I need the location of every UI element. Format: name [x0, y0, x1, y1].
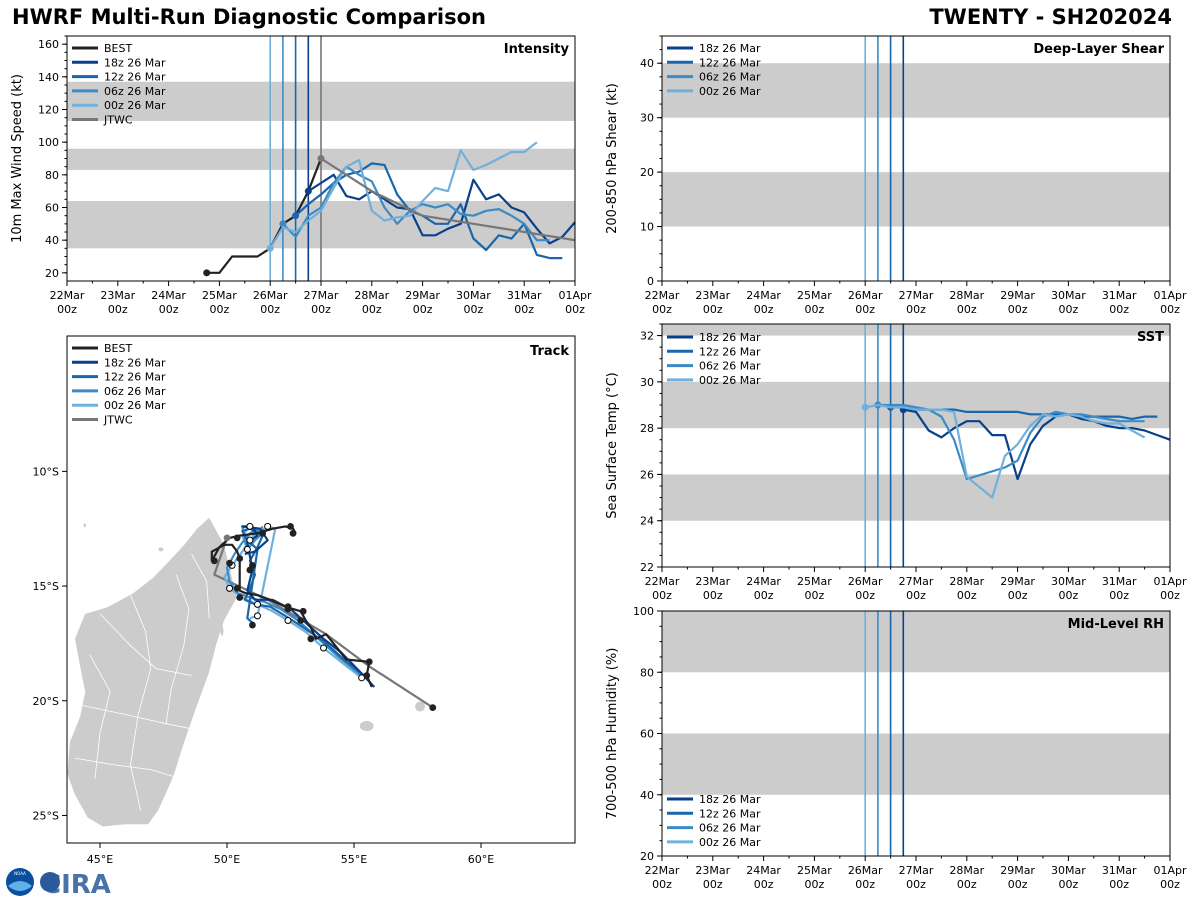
sst-xtick-label: 30Mar [1051, 575, 1086, 588]
shear-title: Deep-Layer Shear [1033, 42, 1164, 57]
shear-xtick-label: 00z [956, 303, 977, 316]
rh-xtick-label: 23Mar [695, 864, 731, 877]
shear-ytick-label: 20 [640, 166, 654, 180]
track-legend-label: JTWC [104, 413, 133, 427]
intensity-xtick-label: 28Mar [354, 289, 390, 302]
track-marker-best [234, 585, 241, 592]
sst-legend-label: 18z 26 Mar [699, 331, 761, 344]
shear-ytick-label: 0 [647, 275, 654, 288]
cira-logo-text: CIRA [42, 870, 111, 898]
intensity-ytick-label: 100 [38, 136, 59, 150]
sst-xtick-label: 01Apr [1153, 575, 1187, 588]
islet [158, 547, 163, 551]
sst-xtick-label: 00z [1160, 589, 1180, 602]
intensity-xtick-label: 00z [412, 303, 433, 316]
intensity-ytick-label: 40 [45, 234, 59, 248]
intensity-xtick-label: 00z [311, 303, 331, 316]
sst-xtick-label: 00z [956, 589, 977, 602]
rh-xtick-label: 25Mar [797, 864, 832, 877]
shear-xtick-label: 00z [702, 303, 723, 316]
intensity-xtick-label: 00z [463, 303, 484, 316]
rh-xtick-label: 26Mar [847, 864, 883, 877]
track-marker-jtwc [429, 704, 436, 711]
sst-ytick-label: 28 [640, 422, 654, 436]
rh-xtick-label: 00z [702, 878, 723, 891]
sst-ytick-label: 30 [640, 375, 654, 389]
mauritius-island [415, 702, 425, 712]
intensity-ylabel: 10m Max Wind Speed (kt) [10, 74, 25, 243]
intensity-xtick-label: 23Mar [100, 289, 136, 302]
page-title: HWRF Multi-Run Diagnostic Comparison [12, 5, 487, 29]
storm-title: TWENTY - SH202024 [929, 5, 1172, 29]
intensity-legend-label: 18z 26 Mar [104, 56, 166, 70]
shear-xtick-label: 00z [804, 303, 825, 316]
track-marker-forecast [321, 645, 327, 651]
intensity-xtick-label: 01Apr [558, 289, 592, 302]
sst-xtick-label: 24Mar [746, 575, 781, 588]
rh-xtick-label: 27Mar [898, 864, 934, 877]
shear-band [662, 172, 1170, 226]
sst-xtick-label: 23Mar [695, 575, 731, 588]
sst-band [662, 474, 1170, 520]
shear-xtick-label: 01Apr [1153, 289, 1187, 302]
track-panel [33, 336, 575, 866]
shear-xtick-label: 00z [753, 303, 774, 316]
intensity-xtick-label: 00z [57, 303, 77, 316]
sst-series-start-r00 [862, 404, 869, 411]
shear-xtick-label: 00z [1160, 303, 1180, 316]
shear-legend-label: 12z 26 Mar [699, 56, 761, 70]
rh-legend-label: 06z 26 Mar [699, 821, 761, 835]
shear-xtick-label: 26Mar [847, 289, 883, 302]
shear-xtick-label: 22Mar [644, 289, 680, 302]
rh-xtick-label: 28Mar [949, 864, 985, 877]
intensity-xtick-label: 00z [514, 303, 535, 316]
shear-xtick-label: 00z [1058, 303, 1079, 316]
intensity-legend-label: JTWC [104, 113, 133, 127]
intensity-xtick-label: 22Mar [49, 289, 85, 302]
shear-xtick-label: 00z [652, 303, 672, 316]
reunion-island [360, 721, 374, 731]
track-marker-best [307, 635, 314, 642]
intensity-ytick-label: 120 [38, 103, 59, 117]
noaa-label: NOAA [14, 871, 26, 876]
shear-xtick-label: 23Mar [695, 289, 731, 302]
sst-xtick-label: 00z [1058, 589, 1079, 602]
track-marker-jtwc [224, 534, 231, 541]
rh-ytick-label: 20 [640, 850, 654, 863]
track-marker-best [211, 557, 218, 564]
shear-legend-label: 00z 26 Mar [699, 84, 761, 98]
track-marker-forecast [247, 537, 253, 543]
rh-xtick-label: 00z [956, 878, 977, 891]
rh-xtick-label: 22Mar [644, 864, 680, 877]
rh-xtick-label: 29Mar [1000, 864, 1035, 877]
rh-xtick-label: 00z [1058, 878, 1079, 891]
shear-xtick-label: 29Mar [1000, 289, 1035, 302]
track-legend-label: 00z 26 Mar [104, 399, 166, 413]
track-marker-forecast [265, 523, 271, 529]
track-marker-forecast [227, 585, 233, 591]
shear-ytick-label: 30 [640, 111, 654, 125]
track-map-area [67, 517, 436, 827]
sst-legend-label: 06z 26 Mar [699, 359, 761, 373]
sst-xtick-label: 00z [702, 589, 723, 602]
track-marker-forecast [255, 613, 261, 619]
shear-xtick-label: 00z [1007, 303, 1028, 316]
intensity-series-start-jtwc [318, 155, 325, 162]
track-marker-best [234, 534, 241, 541]
shear-xtick-label: 25Mar [797, 289, 832, 302]
sst-xtick-label: 00z [906, 589, 926, 602]
intensity-legend-label: BEST [104, 42, 133, 55]
intensity-xtick-label: 00z [565, 303, 585, 316]
track-marker-forecast [285, 617, 291, 623]
rh-xtick-label: 00z [804, 878, 825, 891]
shear-ytick-label: 10 [640, 220, 654, 234]
track-marker-forecast [255, 601, 261, 607]
sst-xtick-label: 00z [804, 589, 825, 602]
rh-xtick-label: 00z [652, 878, 672, 891]
track-marker-best [285, 606, 292, 613]
sst-ylabel: Sea Surface Temp (°C) [605, 372, 620, 519]
sst-xtick-label: 29Mar [1000, 575, 1035, 588]
rh-xtick-label: 00z [906, 878, 926, 891]
track-marker-best [300, 608, 307, 615]
track-marker-best [297, 617, 304, 624]
noaa-cira-logo [4, 866, 114, 898]
track-title: Track [530, 344, 569, 359]
intensity-xtick-label: 29Mar [405, 289, 440, 302]
intensity-xtick-label: 00z [260, 303, 281, 316]
intensity-xtick-label: 27Mar [303, 289, 339, 302]
track-marker-best [246, 567, 253, 574]
track-marker-best [290, 530, 297, 537]
intensity-xtick-label: 00z [361, 303, 382, 316]
intensity-xtick-label: 00z [158, 303, 179, 316]
track-marker-forecast [244, 546, 250, 552]
intensity-legend-label: 12z 26 Mar [104, 70, 166, 84]
islet [220, 626, 223, 636]
sst-xtick-label: 31Mar [1101, 575, 1137, 588]
rh-xtick-label: 31Mar [1101, 864, 1137, 877]
shear-xtick-label: 27Mar [898, 289, 934, 302]
rh-ytick-label: 60 [640, 727, 654, 741]
track-marker-best [366, 658, 373, 665]
sst-xtick-label: 00z [1007, 589, 1028, 602]
sst-legend-label: 00z 26 Mar [699, 373, 761, 387]
intensity-xtick-label: 00z [107, 303, 128, 316]
shear-xtick-label: 00z [855, 303, 876, 316]
sst-ytick-label: 22 [640, 561, 654, 574]
intensity-legend-label: 06z 26 Mar [104, 84, 166, 98]
rh-ytick-label: 100 [633, 605, 654, 618]
shear-xtick-label: 30Mar [1051, 289, 1086, 302]
rh-ytick-label: 40 [640, 788, 654, 802]
track-ytick-label: 25°S [32, 809, 59, 823]
track-ytick-label: 20°S [32, 694, 59, 708]
shear-ytick-label: 40 [640, 57, 654, 71]
intensity-xtick-label: 26Mar [252, 289, 288, 302]
shear-legend-label: 06z 26 Mar [699, 70, 761, 84]
sst-xtick-label: 00z [753, 589, 774, 602]
intensity-ytick-label: 160 [38, 38, 59, 52]
sst-ytick-label: 32 [640, 329, 654, 343]
track-legend-label: 06z 26 Mar [104, 384, 166, 398]
track-marker-best [226, 560, 233, 567]
intensity-ytick-label: 20 [45, 266, 59, 280]
track-xtick-label: 60°E [467, 853, 495, 866]
rh-xtick-label: 00z [1007, 878, 1028, 891]
rh-xtick-label: 00z [753, 878, 774, 891]
intensity-xtick-label: 31Mar [506, 289, 542, 302]
intensity-xtick-label: 00z [209, 303, 230, 316]
intensity-title: Intensity [503, 42, 569, 57]
shear-xtick-label: 24Mar [746, 289, 781, 302]
rh-band [662, 734, 1170, 795]
shear-xtick-label: 28Mar [949, 289, 985, 302]
sst-ytick-label: 26 [640, 468, 654, 482]
rh-xtick-label: 24Mar [746, 864, 781, 877]
sst-xtick-label: 00z [855, 589, 876, 602]
intensity-series-start-r00 [267, 245, 274, 252]
shear-legend-label: 18z 26 Mar [699, 42, 761, 55]
sst-xtick-label: 26Mar [847, 575, 883, 588]
rh-panel [605, 605, 1187, 891]
madagascar-landmass [67, 517, 237, 827]
track-marker-best [287, 523, 294, 530]
track-marker-forecast [247, 523, 253, 529]
track-xtick-label: 55°E [340, 853, 368, 866]
sst-ytick-label: 24 [640, 514, 654, 528]
intensity-series-start-best [203, 269, 210, 276]
sst-panel [605, 324, 1187, 602]
track-ytick-label: 15°S [32, 580, 59, 594]
sst-xtick-label: 25Mar [797, 575, 832, 588]
intensity-ytick-label: 140 [38, 70, 59, 84]
rh-legend-label: 12z 26 Mar [699, 807, 761, 821]
rh-ytick-label: 80 [640, 666, 654, 680]
sst-xtick-label: 28Mar [949, 575, 985, 588]
sst-xtick-label: 00z [1109, 589, 1130, 602]
intensity-series-start-r12 [292, 212, 299, 219]
rh-title: Mid-Level RH [1067, 617, 1164, 632]
rh-xtick-label: 00z [1160, 878, 1180, 891]
sst-xtick-label: 27Mar [898, 575, 934, 588]
intensity-xtick-label: 25Mar [202, 289, 237, 302]
intensity-panel [10, 36, 592, 316]
rh-xtick-label: 30Mar [1051, 864, 1086, 877]
shear-ylabel: 200-850 hPa Shear (kt) [605, 83, 620, 234]
track-marker-best [236, 594, 243, 601]
track-xtick-label: 45°E [86, 853, 114, 866]
track-legend-label: 12z 26 Mar [104, 370, 166, 384]
intensity-legend-label: 00z 26 Mar [104, 99, 166, 113]
track-xtick-label: 50°E [213, 853, 241, 866]
rh-legend-label: 18z 26 Mar [699, 793, 761, 806]
intensity-ytick-label: 60 [45, 201, 59, 215]
intensity-xtick-label: 30Mar [456, 289, 491, 302]
intensity-series-start-r18 [305, 188, 312, 195]
intensity-xtick-label: 24Mar [151, 289, 186, 302]
rh-xtick-label: 00z [855, 878, 876, 891]
track-legend-label: BEST [104, 342, 133, 355]
sst-title: SST [1136, 330, 1164, 345]
shear-xtick-label: 00z [1109, 303, 1130, 316]
track-marker-best [363, 672, 370, 679]
rh-xtick-label: 01Apr [1153, 864, 1187, 877]
sst-legend-label: 12z 26 Mar [699, 345, 761, 359]
track-marker-best [249, 622, 256, 629]
track-legend-label: 18z 26 Mar [104, 356, 166, 370]
intensity-ytick-label: 80 [45, 168, 59, 182]
sst-xtick-label: 22Mar [644, 575, 680, 588]
sst-xtick-label: 00z [652, 589, 672, 602]
track-marker-best [259, 530, 266, 537]
rh-legend-label: 00z 26 Mar [699, 835, 761, 849]
track-line-jtwc [214, 538, 432, 708]
track-marker-best [236, 555, 243, 562]
rh-xtick-label: 00z [1109, 878, 1130, 891]
shear-xtick-label: 31Mar [1101, 289, 1137, 302]
shear-xtick-label: 00z [906, 303, 926, 316]
shear-panel [605, 36, 1187, 316]
track-ytick-label: 10°S [32, 465, 59, 479]
rh-ylabel: 700-500 hPa Humidity (%) [605, 647, 620, 820]
islet [84, 523, 86, 527]
